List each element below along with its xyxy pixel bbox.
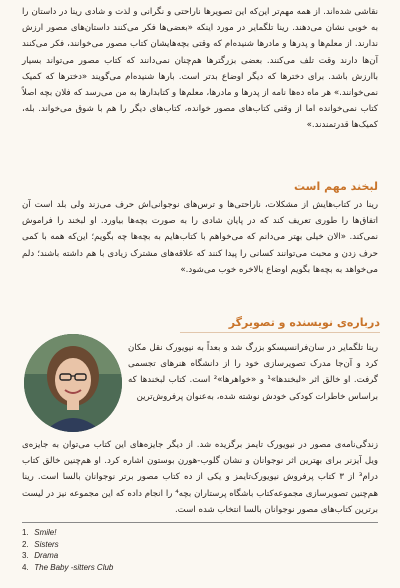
section-heading-author: درباره‌ی نویسنده و تصویرگر: [180, 316, 380, 333]
bio-paragraph-1: رینا تلگمایر در سان‌فرانسیسکو بزرگ شد و بعداً به نیویورک نقل مکان کرد و آن‌جا مدرک تصویرسازی خود را از دانشگاه هنرهای تجسمی گرفت. او خالق اثر «لبخندها»¹ و «خواهرها»² است. کتاب لبخندها که براساس خاطرات کودکی خودش نوشته شده، به‌عنوان پرفروش‌ترین: [128, 343, 379, 402]
footnote-item: 2. Sisters: [22, 539, 59, 549]
body-paragraph-2: رینا در کتاب‌هایش از مشکلات، ناراحتی‌ها و ترس‌های نوجوانی‌اش حرف می‌زند ولی بلد است آن اتفاق‌ها را طوری تعریف کند که در پایان شادی را به صورت بچه‌ها بیاورد. او لبخند را فراموش نمی‌کند. «الان خیلی بهتر می‌دانم که می‌خواهم با کتاب‌هایم به بچه‌ها چه بگویم؛ این‌که همه با کمی حرف زدن و محبت می‌توانند کسانی را پیدا کنند که علاقه‌های مشترک زیادی با هم داشته باشند؛ دلم می‌خواهد به بچه‌ها بگویم اوضاع بالاخره خوب می‌شود.»: [22, 200, 378, 275]
footnote-item: 3. Drama: [22, 551, 59, 560]
body-paragraph-1: نقاشی شده‌اند. از همه مهم‌تر این‌که این تصویرها ناراحتی و نگرانی و لذت و شادی رینا در داستان را به خوبی نشان می‌دهند. رینا تلگمایر در مورد اینکه «بعضی‌ها فکر می‌کنند داستان‌های مصور ارزش ندارند. از معلم‌ها و پدرها و مادرها شنیده‌ام که وقتی بچه‌هایشان کتاب مصور می‌خوانند، فکر می‌کنند آن‌ها دارند وقت تلف می‌کنند. بعضی بزرگترها هم‌چنان نمی‌دانند که کتاب مصور می‌تواند بسیار باارزش باشد. برای دخترها که دیگر اوضاع بدتر است. بارها شنیده‌ام می‌گویند «دخترها که کمیک نمی‌خوانند.» هر ماه ده‌ها نامه از پدرها و مادرها، معلم‌ها و کتابدارها به من می‌رسد که فلان بچه اصلاً کتاب نمی‌خوانده اما از وقتی کتاب‌های مصور خوانده، کتاب‌های دیگر را هم با شوق می‌خواند. بله، کمیک‌ها قدرتمندند.»: [22, 7, 378, 131]
author-portrait-icon: [24, 334, 122, 432]
bio-paragraph-2: زندگی‌نامه‌ی مصور در نیویورک تایمز برگزیده شد. از دیگر جایزه‌های این کتاب می‌توان به جایزه‌ی ویل آیزنر برای بهترین اثر نوجوانان و نشان گلوب-هورن بوستون اشاره کرد. او هم‌چنین خالق کتاب درام³ از ۳ کتاب پرفروش نیویورک‌تایمز و یکی از ده کتاب مصور برتر نوجوانان بالسا است. رینا هم‌چنین تصویرسازی مجموعه‌کتاب باشگاه پرستاران بچه⁴ را انجام داده که این مجموعه نیز در لیست برترین کتاب‌های مصور نوجوانان بالسا انتخاب شده است.: [22, 440, 378, 515]
footnotes: [22, 522, 378, 573]
footnote-item: 4. The Baby -sitters Club: [22, 562, 114, 572]
section-heading-smile: لبخند مهم است: [294, 180, 378, 193]
footnote-item: 1. Smile!: [22, 528, 57, 537]
author-photo: [24, 334, 122, 432]
